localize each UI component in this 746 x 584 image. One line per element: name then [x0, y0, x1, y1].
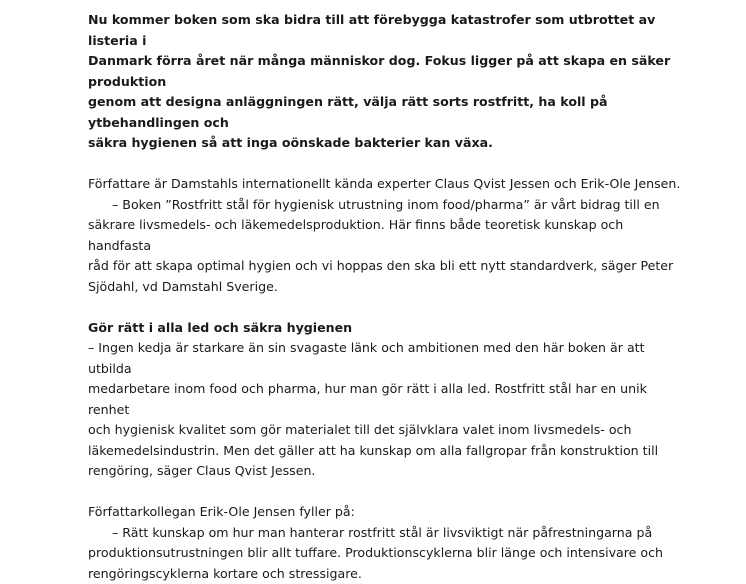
quote-1-text: – Boken ”Rostfritt stål för hygienisk utrustning inom food/pharma” är vårt bidrag till en säkrare livsmedels- och läkemedelsproduktion. Här finns både teoretisk kunskap och handfasta råd för att skapa optimal hygien och vi hoppas den ska bli ett nytt standardverk, säger Peter Sjödahl, vd Damstahl Sverige. — [88, 197, 673, 294]
lead-paragraph: Nu kommer boken som ska bidra till att förebygga katastrofer som utbrottet av listeria i Danmark förra året när många människor dog. Fokus ligger på att skapa en säker produktion genom att designa anläggningen rätt, välja rätt sorts rostfritt, ha koll på ytbehandlingen och säkra hygienen så att inga oönskade bakterier kan växa. — [88, 10, 688, 154]
colleague-intro: Författarkollegan Erik-Ole Jensen fyller på: — [88, 502, 688, 523]
spacer — [88, 154, 688, 175]
document-body — [88, 10, 688, 584]
quote-paragraph-1 — [88, 195, 688, 298]
section-heading: Gör rätt i alla led och säkra hygienen — [88, 318, 688, 339]
section-body-paragraph: – Ingen kedja är starkare än sin svagaste länk och ambitionen med den här boken är att utbilda medarbetare inom food och pharma, hur man gör rätt i alla led. Rostfritt stål har en unik renhet och hygienisk kvalitet som gör materialet till det självklara valet inom livsmedels- och läkemedelsindustrin. Men det gäller att ha kunskap om alla fallgropar från konstruktion till rengöring, säger Claus Qvist Jessen. — [88, 338, 688, 482]
spacer — [88, 482, 688, 503]
authors-paragraph: Författare är Damstahls internationellt kända experter Claus Qvist Jessen och Erik-Ole Jensen. — [88, 174, 688, 195]
spacer — [88, 297, 688, 318]
quote-paragraph-2 — [88, 523, 688, 584]
quote-2-text: – Rätt kunskap om hur man hanterar rostfritt stål är livsviktigt när påfrestningarna på produktionsutrustningen blir allt tuffare. Produktionscyklerna blir länge och intensivare och rengöringscyklerna kortare och stressigare. — [88, 525, 663, 581]
